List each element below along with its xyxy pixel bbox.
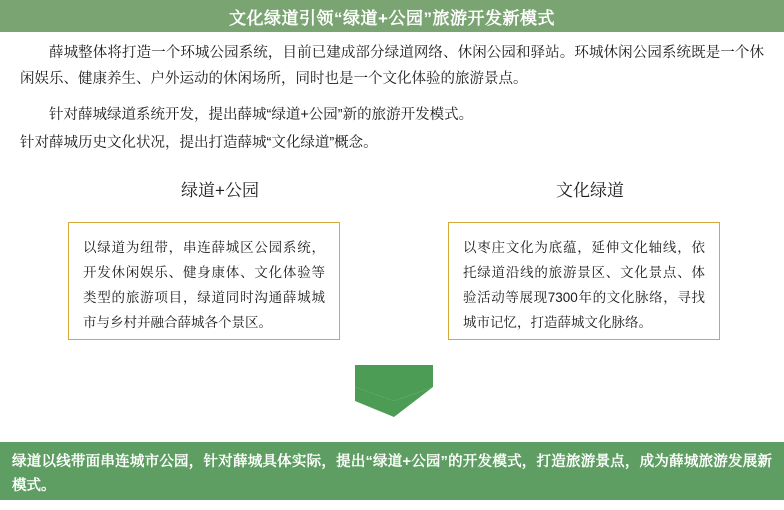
concept-box-greenway-park-text: 以绿道为纽带，串连薛城区公园系统，开发休闲娱乐、健身康体、文化体验等类型的旅游项目，绿道同时沟通薛城城市与乡村并融合薛城各个景区。 xyxy=(83,240,325,330)
conclusion-banner xyxy=(0,442,784,500)
paragraph-1: 薛城整体将打造一个环城公园系统，目前已建成部分绿道网络、休闲公园和驿站。环城休闲公园系统既是一个休闲娱乐、健康养生、户外运动的休闲场所，同时也是一个文化体验的旅游景点。 xyxy=(20,45,764,87)
column-heading-culture-greenway: 文化绿道 xyxy=(556,181,624,200)
paragraph-2: 针对薛城绿道系统开发，提出薛城“绿道+公园”新的旅游开发模式。 xyxy=(49,107,474,123)
paragraph-block-2 xyxy=(20,102,764,128)
page-title: 文化绿道引领“绿道+公园”旅游开发新模式 xyxy=(229,8,555,28)
paragraph-block-3 xyxy=(20,130,764,156)
concept-box-greenway-park xyxy=(68,222,340,340)
column-heading-greenway-park: 绿道+公园 xyxy=(181,181,259,200)
paragraph-block-1 xyxy=(20,40,764,92)
paragraph-3: 针对薛城历史文化状况，提出打造薛城“文化绿道”概念。 xyxy=(20,135,378,151)
concept-box-culture-greenway-text: 以枣庄文化为底蕴，延伸文化轴线，依托绿道沿线的旅游景区、文化景点、体验活动等展现7300年的文化脉络，寻找城市记忆，打造薛城文化脉络。 xyxy=(463,240,705,330)
conclusion-text: 绿道以线带面串连城市公园，针对薛城具体实际，提出“绿道+公园”的开发模式，打造旅游景点，成为薛城旅游发展新模式。 xyxy=(12,454,772,494)
concept-box-culture-greenway xyxy=(448,222,720,340)
chevron-down-icon xyxy=(355,365,433,417)
title-banner xyxy=(0,0,784,32)
